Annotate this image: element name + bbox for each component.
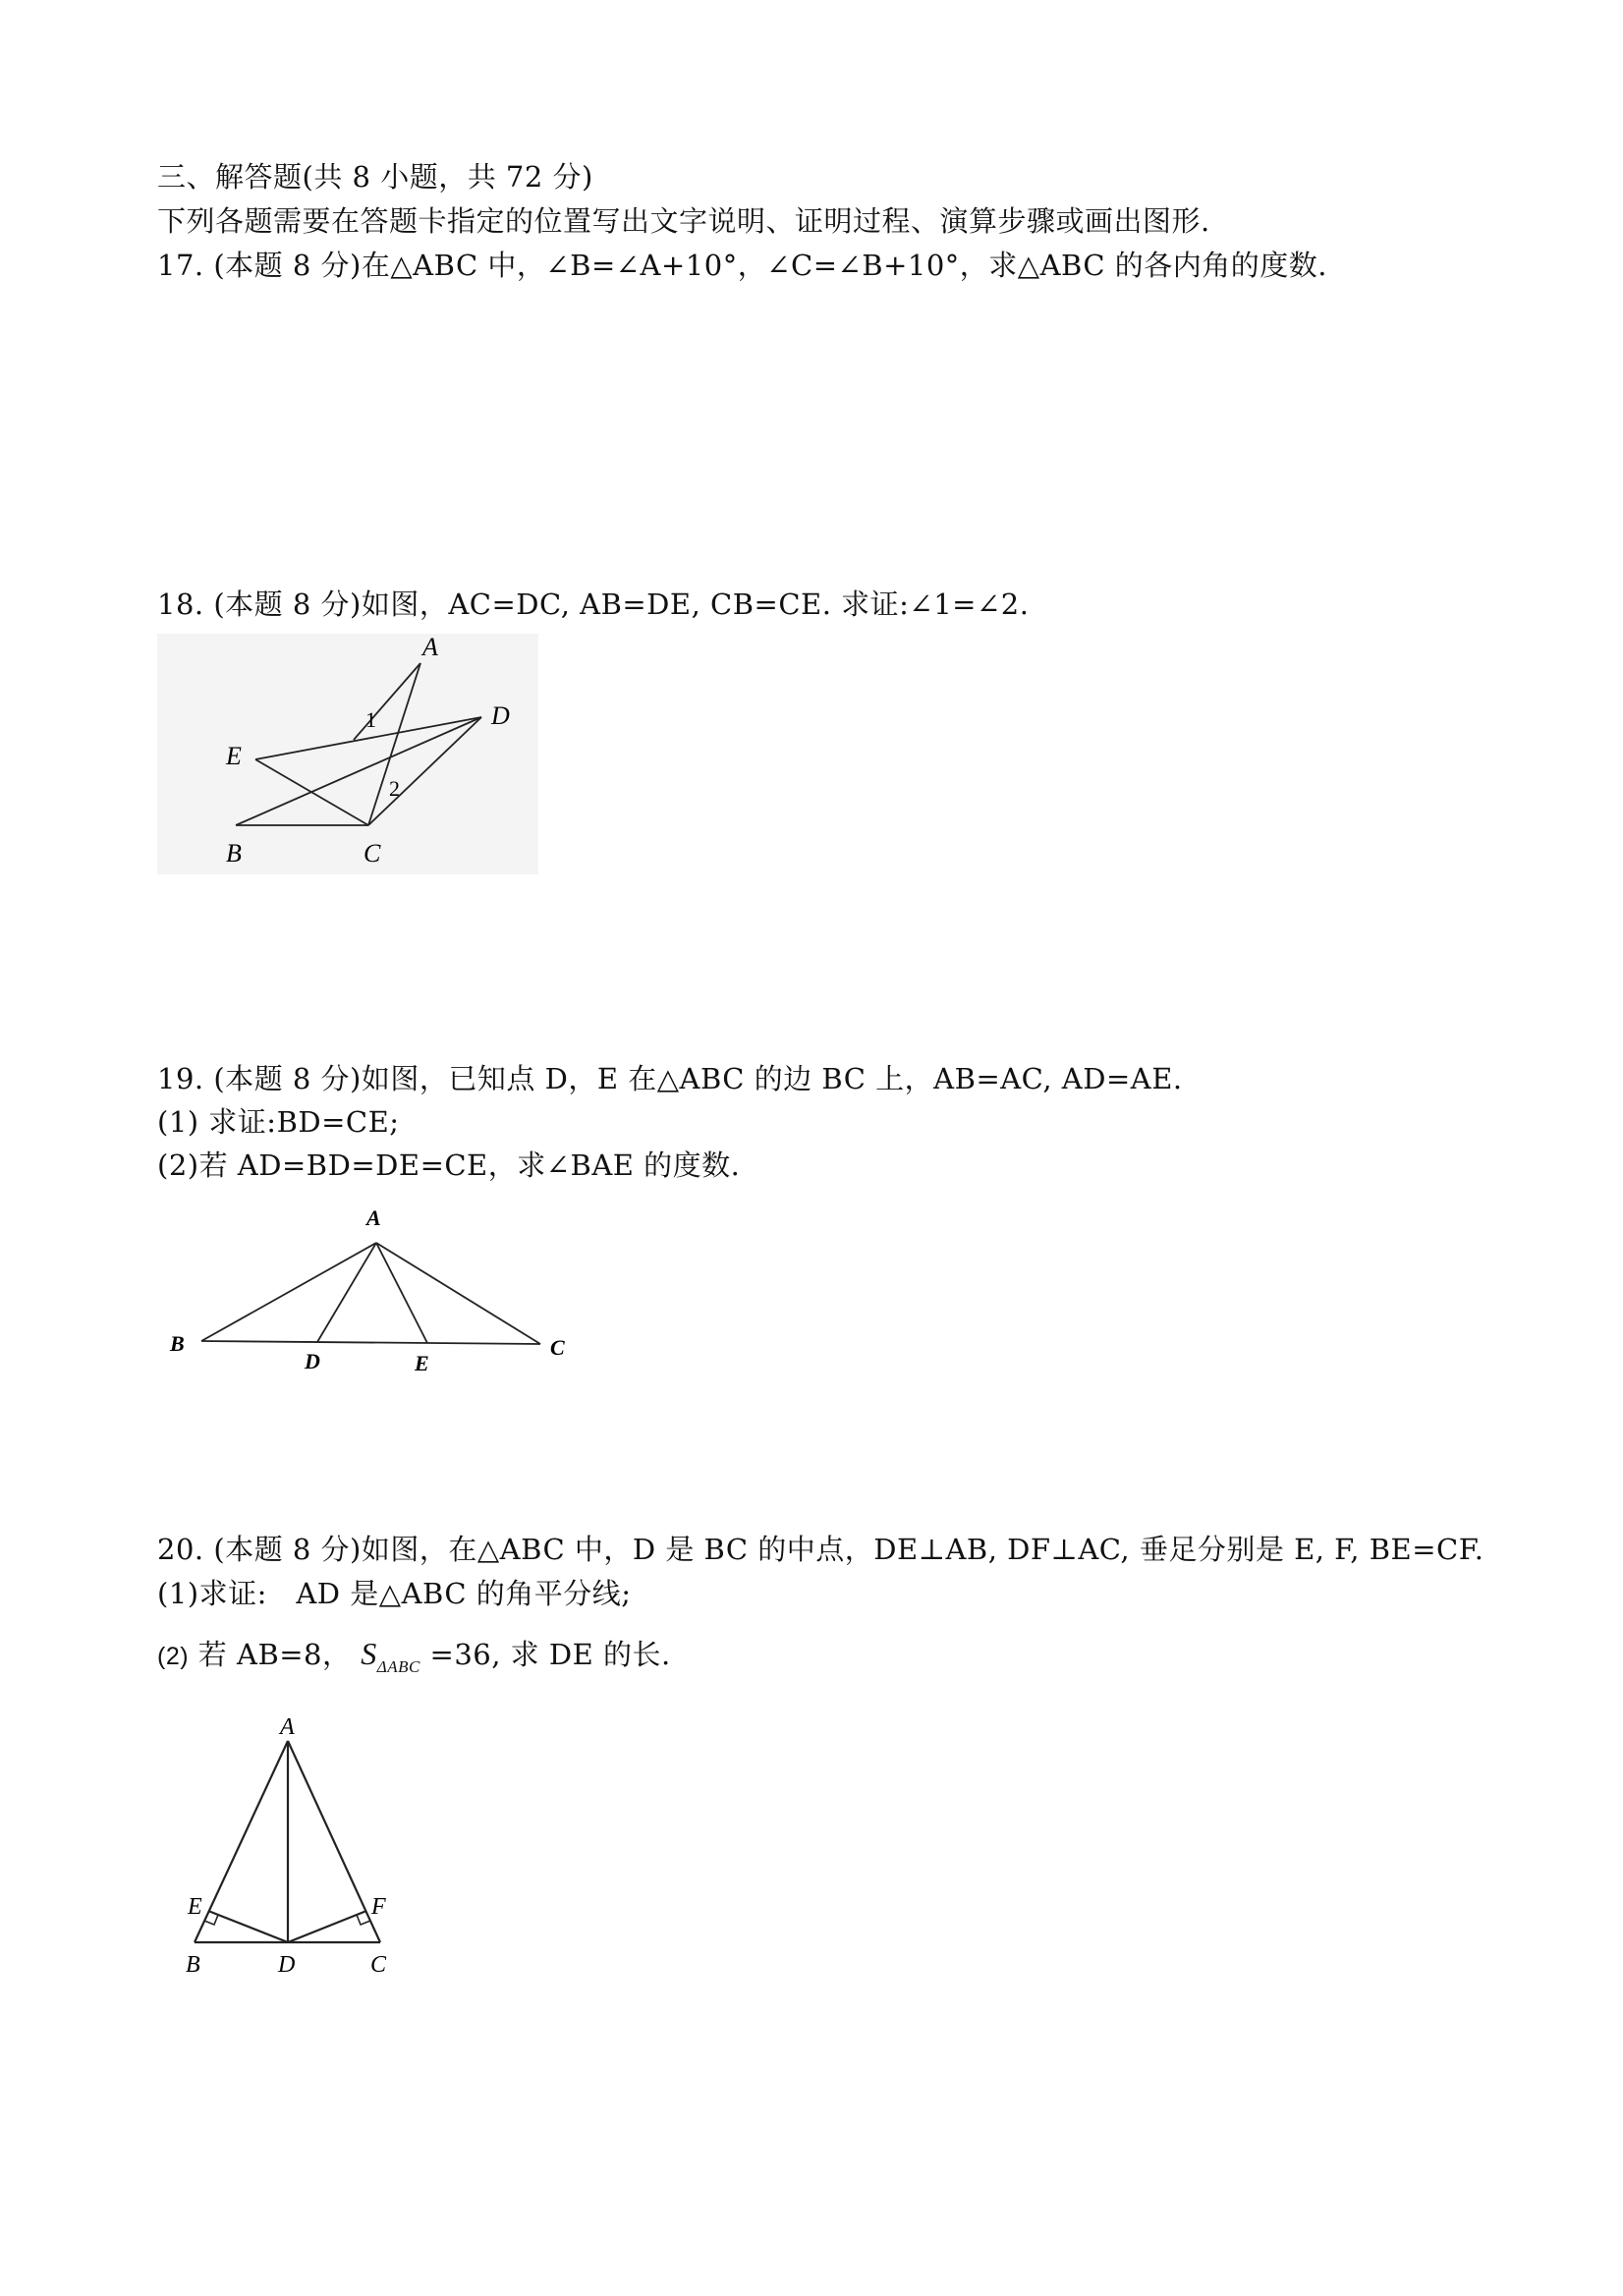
label-A: A [366, 1205, 381, 1230]
area-subscript: ΔABC [376, 1657, 420, 1676]
segment-AC [376, 1243, 540, 1344]
label-C: C [550, 1335, 565, 1360]
question-20-part-1: (1)求证: AD 是△ABC 的角平分线; [157, 1577, 632, 1610]
question-20: 20. (本题 8 分)如图，在△ABC 中，D 是 BC 的中点，DE⊥AB, DF⊥AC, 垂足分别是 E, F, BE=CF. [157, 1533, 1484, 1566]
question-19-part-2: (2)若 AD=BD=DE=CE，求∠BAE 的度数. [157, 1148, 741, 1182]
question-18: 18. (本题 8 分)如图，AC=DC, AB=DE, CB=CE. 求证:∠1=∠2. [157, 588, 1030, 621]
question-20-part-2-number: (2) [157, 1643, 190, 1670]
label-D: D [305, 1349, 320, 1373]
label-D: D [278, 1952, 296, 1978]
label-A: A [280, 1714, 295, 1740]
label-E: E [188, 1894, 202, 1920]
figure-19 [157, 1204, 589, 1380]
label-D: D [491, 701, 510, 730]
question-20-part-2-ask: =36, 求 DE 的长. [429, 1638, 671, 1671]
segment-BC [201, 1341, 540, 1344]
segment-DE [208, 1911, 288, 1942]
label-A: A [422, 634, 438, 661]
segment-AC [288, 1741, 380, 1942]
question-20-part-2-given: 若 AB=8， [197, 1638, 352, 1671]
figure-20 [172, 1714, 408, 1989]
label-E: E [226, 742, 242, 770]
segment-AB [354, 663, 420, 740]
segment-AB [201, 1243, 376, 1341]
label-C: C [370, 1952, 387, 1978]
area-symbol: S [361, 1636, 377, 1671]
label-B: B [170, 1331, 185, 1356]
label-B: B [186, 1952, 200, 1978]
question-20-part-2 [157, 1634, 671, 1687]
section-title: 三、解答题(共 8 小题，共 72 分) [157, 160, 593, 194]
label-angle-2: 2 [389, 776, 400, 801]
label-B: B [226, 839, 242, 868]
label-angle-1: 1 [365, 707, 376, 732]
section-instruction: 下列各题需要在答题卡指定的位置写出文字说明、证明过程、演算步骤或画出图形. [157, 204, 1210, 238]
label-E: E [415, 1351, 429, 1375]
label-F: F [371, 1894, 386, 1920]
question-19-part-1: (1) 求证:BD=CE; [157, 1105, 400, 1139]
question-19: 19. (本题 8 分)如图，已知点 D，E 在△ABC 的边 BC 上，AB=AC, AD=AE. [157, 1062, 1183, 1095]
question-17: 17. (本题 8 分)在△ABC 中，∠B=∠A+10°，∠C=∠B+10°，求△ABC 的各内角的度数. [157, 249, 1328, 282]
segment-AD [317, 1243, 376, 1342]
label-C: C [364, 839, 381, 868]
segment-EC [255, 759, 368, 825]
figure-18 [157, 634, 538, 874]
segment-DF [288, 1911, 366, 1942]
